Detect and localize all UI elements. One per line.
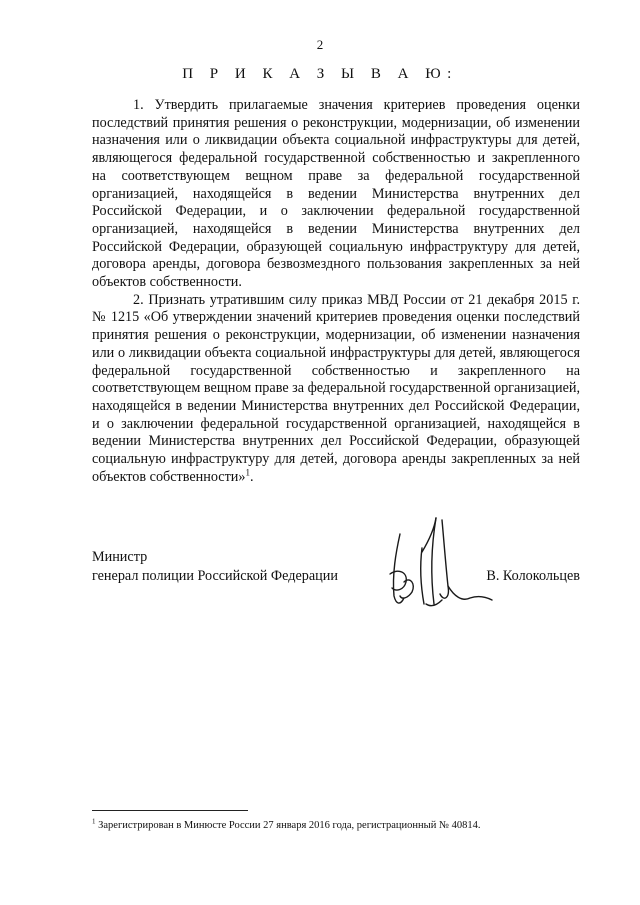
paragraph-2-text: 2. Признать утратившим силу приказ МВД России от 21 декабря 2015 г. № 1215 «Об утверждении значений критериев проведения оценки последствий принятия решения о реконструкции, модернизации, об изменении назначения или о ликвидации объекта социальной инфраструктуры для детей, являющегося федеральной государственной собственностью и закрепленного на соответствующем вещном праве за федеральной государственной организацией, находящейся в ведении Министерства внутренних дел Российской Федерации, и о заключении федеральной государственной организацией, находящейся в ведении Министерства внутренних дел Российской Федерации, образующей социальную инфраструктуру для детей, договора аренды закрепленных за ней объектов собственности» <box>92 291 580 485</box>
signatory-name: В. Колокольцев <box>486 568 580 584</box>
footnote-marker: 1 <box>92 817 96 826</box>
page-number: 2 <box>316 37 324 52</box>
paragraph-1-text: 1. Утвердить прилагаемые значения критериев проведения оценки последствий принятия решения о реконструкции, модернизации, об изменении назначения или о ликвидации объекта социальной инфраструктуры для детей, являющегося федеральной государственной собственностью и закрепленного на соответствующем вещном праве за федеральной государственной организацией, находящейся в ведении Министерства внутренних дел Российской Федерации, и о заключении федеральной государственной организацией, находящейся в ведении Министерства внутренних дел Российской Федерации, образующей социальную инфраструктуру для детей, договора аренды, договора безвозмездного пользования закрепленных за ней объектов собственности. <box>92 97 580 291</box>
signatory-position-line-1: Министр <box>92 549 148 565</box>
paragraph-2-end: . <box>250 468 254 485</box>
order-body <box>92 97 580 486</box>
footnote <box>92 819 592 832</box>
paragraph-1 <box>92 97 580 292</box>
signature-block <box>92 548 580 586</box>
paragraph-2 <box>92 292 580 487</box>
footnote-text: Зарегистрирован в Минюсте России 27 января 2016 года, регистрационный № 40814. <box>98 820 481 831</box>
footnote-separator <box>92 810 248 811</box>
order-heading: П Р И К А З Ы В А Ю: <box>182 66 458 82</box>
handwritten-signature <box>386 512 496 616</box>
footnote-reference[interactable]: 1 <box>245 467 250 478</box>
signatory-position-line-2: генерал полиции Российской Федерации <box>92 568 338 584</box>
